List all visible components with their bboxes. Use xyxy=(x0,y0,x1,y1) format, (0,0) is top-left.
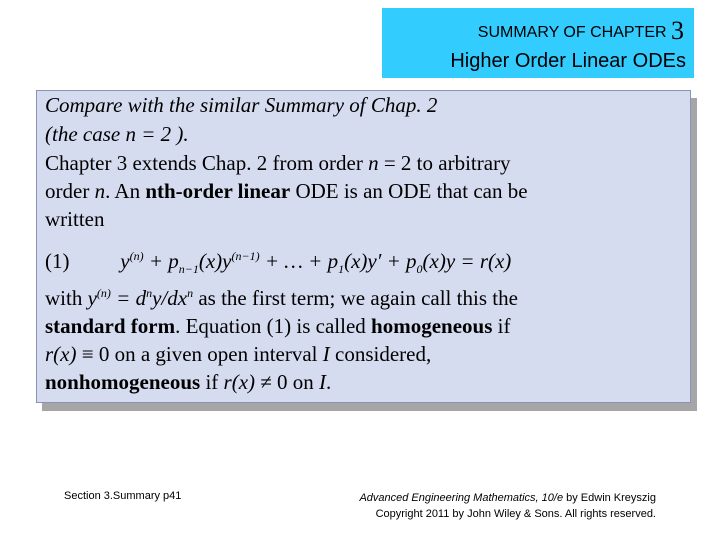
var-I: I xyxy=(322,342,330,366)
text-span: as the first term; we again call this the xyxy=(193,286,518,310)
var-I: I xyxy=(319,370,327,394)
footer-book-line xyxy=(359,490,656,506)
text-span: . An xyxy=(105,179,146,203)
summary-content-box xyxy=(36,90,691,403)
text-span: if xyxy=(492,314,511,338)
body-line-5: written xyxy=(45,207,105,231)
intro-line-2: (the case n = 2 ). xyxy=(45,122,189,146)
derivative-expr: $y^{(n)} = d^ny/dx^n$ xyxy=(87,286,194,310)
copyright-line: Copyright 2011 by John Wiley & Sons. All rights reserved. xyxy=(375,508,656,520)
body-line-9 xyxy=(45,344,431,365)
footer-copyright xyxy=(359,490,656,522)
bold-term: nonhomogeneous xyxy=(45,370,201,394)
book-title: Advanced Engineering Mathematics, 10/e xyxy=(359,492,564,504)
text-span: ≠ 0 on xyxy=(255,370,320,394)
body-line-3 xyxy=(45,153,511,174)
equation-number: (1) xyxy=(45,249,70,273)
equation-1 xyxy=(45,249,511,277)
equation-formula: $y^{(n)} + p_{n-1}(x)y^{(n-1)}$ + … + $p_1(x)y' + p_0(x)y = r(x)$ xyxy=(120,249,512,277)
text-span: considered, xyxy=(329,342,432,366)
var-n: n xyxy=(368,151,379,175)
text-span: with xyxy=(45,286,88,310)
bold-term: standard form xyxy=(45,314,176,338)
text-span: ≡ 0 on a given open interval xyxy=(76,342,323,366)
intro-line-1: Compare with the similar Summary of Chap. 2 xyxy=(45,93,438,117)
text-span: ODE is an ODE that can be xyxy=(290,179,528,203)
text-span: if xyxy=(200,370,224,394)
author-text: by Edwin Kreyszig xyxy=(563,492,656,504)
chapter-header xyxy=(382,8,694,78)
var-r: r(x) xyxy=(223,370,256,394)
bold-term: nth-order linear xyxy=(145,179,291,203)
text-span: Chapter 3 extends Chap. 2 from order xyxy=(45,151,369,175)
body-line-4 xyxy=(45,181,528,202)
var-r: r(x) xyxy=(45,342,77,366)
summary-label xyxy=(478,16,684,46)
var-n: n xyxy=(94,179,106,203)
body-line-7 xyxy=(45,287,518,309)
chapter-title: Higher Order Linear ODEs xyxy=(450,50,686,72)
summary-text: SUMMARY OF CHAPTER xyxy=(477,24,667,41)
body-line-10 xyxy=(45,372,331,393)
text-span: order xyxy=(45,179,95,203)
text-span: = 2 to arbitrary xyxy=(378,151,511,175)
text-span: . xyxy=(326,370,332,394)
chapter-number: 3 xyxy=(671,16,684,45)
text-span: . Equation (1) is called xyxy=(175,314,372,338)
bold-term: homogeneous xyxy=(371,314,493,338)
body-line-8 xyxy=(45,316,510,337)
footer-section-ref: Section 3.Summary p41 xyxy=(64,490,182,502)
